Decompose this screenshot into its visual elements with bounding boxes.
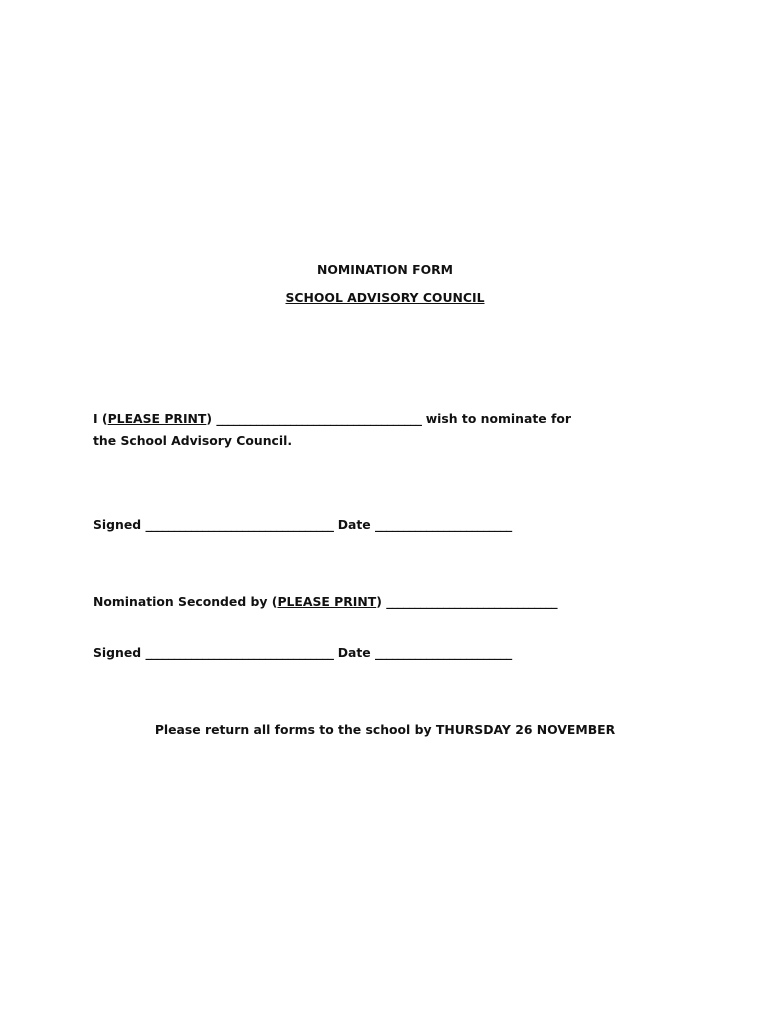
return-note: Please return all forms to the school by THURSDAY 26 NOVEMBER xyxy=(154,722,616,737)
seconded-please-print: PLEASE PRINT xyxy=(277,594,377,609)
date-label: Date xyxy=(333,517,376,532)
seconder-name-field[interactable]: ______________________________ xyxy=(386,594,558,609)
signature-field-2[interactable]: _________________________________ xyxy=(145,645,334,660)
form-subtitle xyxy=(0,292,770,304)
signed-label: Signed xyxy=(93,517,146,532)
signed-line-1 xyxy=(93,519,512,531)
subtitle-text: SCHOOL ADVISORY COUNCIL xyxy=(285,290,485,305)
nominee-name-field[interactable]: ____________________________________ xyxy=(216,411,422,426)
date-field-2[interactable]: ________________________ xyxy=(375,645,512,660)
nominee-please-print: PLEASE PRINT xyxy=(107,411,207,426)
date-label: Date xyxy=(333,645,376,660)
seconded-close: ) xyxy=(376,594,387,609)
seconded-prefix: Nomination Seconded by ( xyxy=(93,594,278,609)
date-field-1[interactable]: ________________________ xyxy=(375,517,512,532)
seconded-line xyxy=(93,596,557,608)
signature-field-1[interactable]: _________________________________ xyxy=(145,517,334,532)
nominee-close: ) xyxy=(206,411,217,426)
nominee-suffix: wish to nominate for xyxy=(421,411,572,426)
nominee-prefix: I ( xyxy=(93,411,108,426)
nominee-line xyxy=(93,413,571,425)
signed-line-2 xyxy=(93,647,512,659)
form-title: NOMINATION FORM xyxy=(317,262,453,277)
signed-label: Signed xyxy=(93,645,146,660)
nominee-line-2: the School Advisory Council. xyxy=(93,433,293,448)
